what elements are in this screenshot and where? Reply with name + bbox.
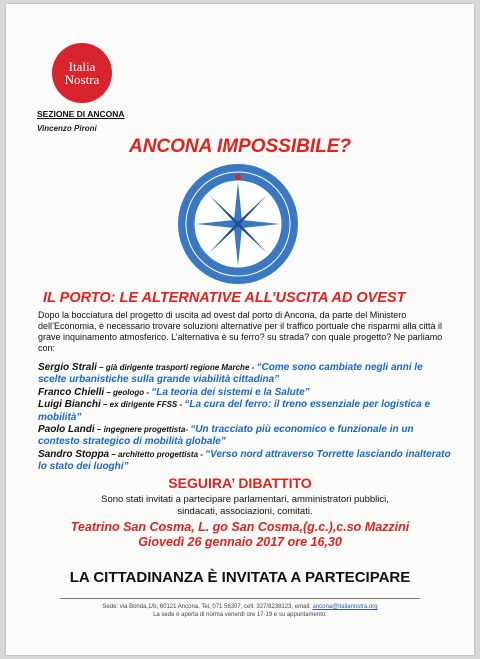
footer-divider	[60, 598, 420, 599]
footer-email-link[interactable]: ancona@italianostra.org	[312, 604, 378, 610]
talk-title: “La teoria dei sistemi e la Salute”	[151, 386, 310, 398]
invited-note: Sono stati invitati a partecipare parlamentari, amministratori pubblici, sindacati, associazioni, comitati.	[101, 494, 389, 517]
event-datetime: Giovedì 26 gennaio 2017 ore 16,30	[138, 535, 342, 549]
compass-rose-icon	[168, 162, 308, 286]
venue-place: Teatrino San Cosma, L. go San Cosma,(g.c.),c.so Mazzini	[70, 520, 410, 534]
footer-address: Sede: via Bonda,1/b, 60121 Ancona. Tel. 071 56307, cell. 327/8238123, email:	[102, 604, 313, 610]
logo-line-1: Italia	[68, 59, 96, 74]
page-title: ANCONA IMPOSSIBILE?	[128, 136, 352, 157]
section-subtitle: IL PORTO: LE ALTERNATIVE ALL’USCITA AD OVEST	[43, 290, 406, 306]
italia-nostra-logo	[52, 43, 112, 103]
speaker-role: – già dirigente trasporti regione Marche -	[96, 363, 257, 372]
talk-title: “Verso nord attraverso Torrette lasciando inalterato lo stato dei luoghi”	[38, 448, 451, 473]
talk-title: “Un tracciato più economico e funzionale in un contesto strategico di mobilità globale”	[38, 424, 414, 448]
footer-hours: La sede è aperta di norma venerdì ore 17-19 e su appuntamento.	[153, 612, 327, 618]
speaker-list	[38, 362, 453, 474]
speaker-name: Sergio Strali	[38, 362, 97, 373]
intro-paragraph: Dopo la bocciatura del progetto di uscita ad ovest dal porto di Ancona, da parte del Ministero dell’Economia, è necessario trovare soluzioni alternative per il traffico portuale che risparmi alla città il grave inquinamento atmosferico. L’alternativa è su ferro? su strada? con quale progetto? Ne parliamo con:	[38, 310, 443, 353]
section-name: SEZIONE DI ANCONA	[37, 109, 125, 119]
logo-line-2: Nostra	[64, 72, 100, 87]
speaker-item	[38, 362, 453, 387]
author-name: Vincenzo Pironi	[37, 124, 97, 133]
call-to-action: LA CITTADINANZA È INVITATA A PARTECIPARE	[69, 569, 411, 586]
footer	[0, 603, 480, 619]
speaker-role: – architetto progettista -	[109, 449, 206, 459]
speaker-name: Franco Chielli	[38, 386, 105, 398]
talk-title: “La cura del ferro: il treno essenziale per logistica e mobilità”	[38, 399, 430, 423]
speaker-role: – ingegnere progettista-	[94, 425, 191, 435]
speaker-item	[38, 424, 453, 449]
speaker-item	[38, 387, 453, 399]
venue-block	[0, 520, 480, 550]
speaker-role: – ex dirigente FFSS -	[100, 400, 185, 410]
speaker-name: Paolo Landi	[38, 424, 95, 436]
talk-title: “Come sono cambiate negli anni le scelte urbanistiche sulla grande viabilità cittadina”	[38, 362, 423, 386]
speaker-item	[38, 449, 453, 474]
speaker-name: Luigi Bianchi	[38, 399, 101, 411]
speaker-item	[38, 399, 453, 424]
debate-heading: SEGUIRA’ DIBATTITO	[168, 475, 312, 491]
speaker-role: – geologo -	[104, 387, 152, 397]
speaker-name: Sandro Stoppa	[38, 448, 110, 460]
